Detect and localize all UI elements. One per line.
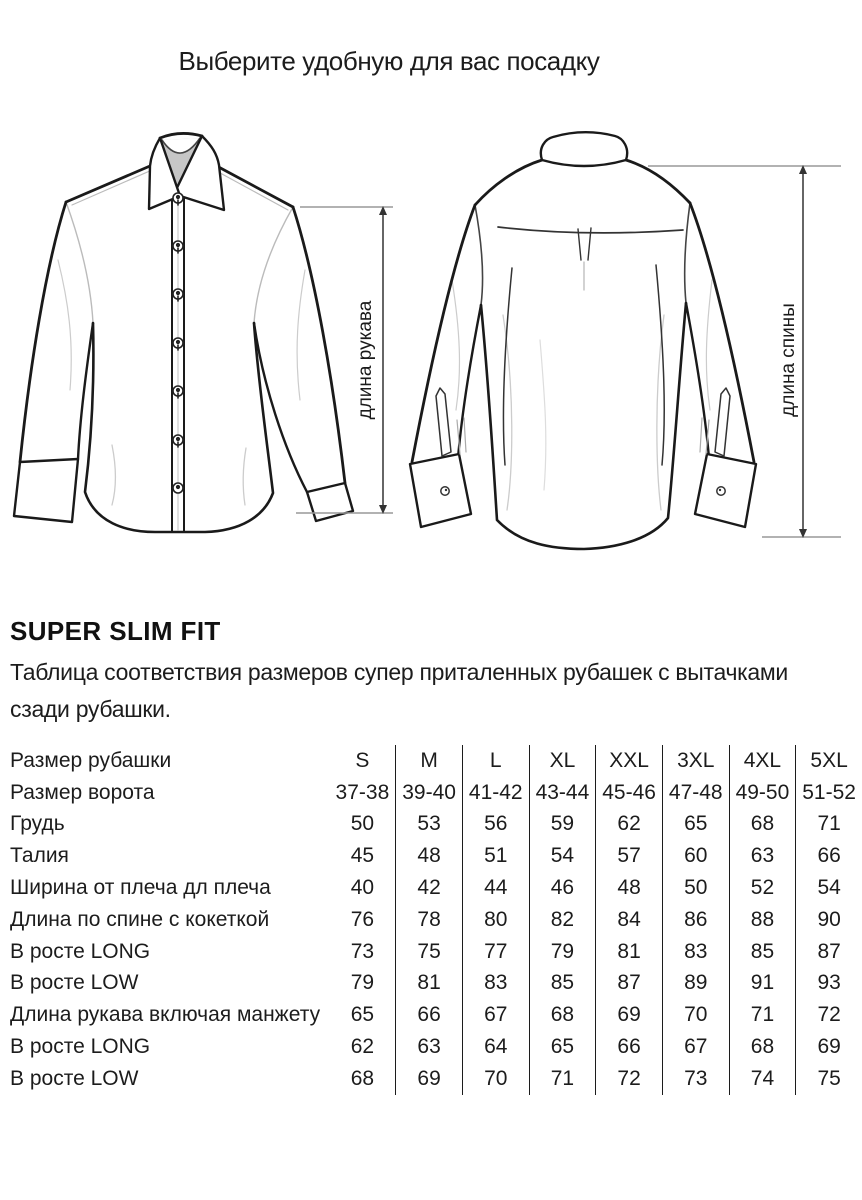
size-cell: 5XL xyxy=(795,745,862,777)
size-cell: M xyxy=(395,745,462,777)
front-left-cuff xyxy=(14,459,78,522)
size-cell: 70 xyxy=(662,999,729,1031)
row-label: В росте LOW xyxy=(10,1066,139,1090)
size-cell: 63 xyxy=(729,840,796,872)
size-cell: 72 xyxy=(795,999,862,1031)
row-label: Размер рубашки xyxy=(10,748,172,772)
size-cell: XXL xyxy=(595,745,662,777)
row-label: В росте LONG xyxy=(10,1035,151,1059)
size-cell: 3XL xyxy=(662,745,729,777)
size-cell: 41-42 xyxy=(462,777,529,809)
size-cell: 78 xyxy=(395,904,462,936)
table-row xyxy=(10,904,862,936)
size-cell: 73 xyxy=(350,939,375,963)
size-cell: 85 xyxy=(729,936,796,968)
size-cell: 42 xyxy=(395,872,462,904)
size-cell: 83 xyxy=(662,936,729,968)
size-cell: 47-48 xyxy=(662,777,729,809)
shirt-illustration xyxy=(0,110,862,600)
size-cell: 45 xyxy=(350,844,375,868)
row-label: Ширина от плеча дл плеча xyxy=(10,876,271,900)
row-label: Талия xyxy=(10,844,69,868)
size-cell: 37-38 xyxy=(335,780,390,804)
size-cell: 85 xyxy=(529,968,596,1000)
table-row xyxy=(10,936,862,968)
size-cell: 69 xyxy=(595,999,662,1031)
size-cell: 75 xyxy=(795,1063,862,1095)
size-cell: 49-50 xyxy=(729,777,796,809)
size-cell: 45-46 xyxy=(595,777,662,809)
size-cell: 83 xyxy=(462,968,529,1000)
table-row xyxy=(10,809,862,841)
fit-description xyxy=(10,654,822,728)
back-dart-left xyxy=(503,268,512,465)
fit-heading: SUPER SLIM FIT xyxy=(10,616,221,646)
size-cell: 79 xyxy=(529,936,596,968)
size-cell: 68 xyxy=(350,1066,375,1090)
row-label: В росте LOW xyxy=(10,971,139,995)
back-length-label: длина спины xyxy=(778,303,799,417)
size-cell: 4XL xyxy=(729,745,796,777)
table-row xyxy=(10,999,862,1031)
size-cell: 82 xyxy=(529,904,596,936)
size-cell: 67 xyxy=(662,1031,729,1063)
size-cell: 81 xyxy=(395,968,462,1000)
size-cell: 71 xyxy=(529,1063,596,1095)
size-cell: 66 xyxy=(795,840,862,872)
size-cell: XL xyxy=(529,745,596,777)
size-cell: 84 xyxy=(595,904,662,936)
size-cell: 87 xyxy=(595,968,662,1000)
page-title: Выберите удобную для вас посадку xyxy=(178,46,600,76)
size-cell: 76 xyxy=(350,907,375,931)
row-label: Длина рукава включая манжету xyxy=(10,1003,321,1027)
row-label: Длина по спине с кокеткой xyxy=(10,907,270,931)
size-cell: 79 xyxy=(350,971,375,995)
size-cell: 71 xyxy=(795,809,862,841)
size-cell: 59 xyxy=(529,809,596,841)
size-cell: 50 xyxy=(662,872,729,904)
front-right-cuff xyxy=(307,483,353,521)
size-cell: 68 xyxy=(529,999,596,1031)
table-row xyxy=(10,840,862,872)
size-cell: 44 xyxy=(462,872,529,904)
size-cell: 81 xyxy=(595,936,662,968)
size-cell: 72 xyxy=(595,1063,662,1095)
table-row xyxy=(10,872,862,904)
size-cell: 89 xyxy=(662,968,729,1000)
row-label: Грудь xyxy=(10,812,65,836)
size-cell: 77 xyxy=(462,936,529,968)
size-cell: 67 xyxy=(462,999,529,1031)
size-cell: 70 xyxy=(462,1063,529,1095)
size-cell: 48 xyxy=(595,872,662,904)
size-cell: 56 xyxy=(462,809,529,841)
size-cell: 54 xyxy=(529,840,596,872)
fit-description-line1: Таблица соответствия размеров супер приталенных рубашек с вытачками xyxy=(10,659,788,685)
table-row xyxy=(10,777,862,809)
shirt-back-illustration xyxy=(410,132,756,549)
size-cell: 53 xyxy=(395,809,462,841)
size-cell: 51-52 xyxy=(795,777,862,809)
size-cell: 80 xyxy=(462,904,529,936)
size-cell: 57 xyxy=(595,840,662,872)
size-cell: 62 xyxy=(350,1035,375,1059)
size-cell: 69 xyxy=(795,1031,862,1063)
size-cell: 65 xyxy=(529,1031,596,1063)
back-right-sleeve-placket xyxy=(715,388,730,456)
size-cell: 88 xyxy=(729,904,796,936)
size-cell: 62 xyxy=(595,809,662,841)
size-cell: 65 xyxy=(662,809,729,841)
size-cell: 64 xyxy=(462,1031,529,1063)
size-cell: 86 xyxy=(662,904,729,936)
fit-description-line2: сзади рубашки. xyxy=(10,696,171,722)
size-cell: 63 xyxy=(395,1031,462,1063)
size-cell: 75 xyxy=(395,936,462,968)
size-cell: 90 xyxy=(795,904,862,936)
size-cell: 66 xyxy=(595,1031,662,1063)
size-cell: 46 xyxy=(529,872,596,904)
size-cell: 66 xyxy=(395,999,462,1031)
row-label: В росте LONG xyxy=(10,939,151,963)
size-cell: 93 xyxy=(795,968,862,1000)
table-row xyxy=(10,1031,862,1063)
size-cell: 73 xyxy=(662,1063,729,1095)
table-row xyxy=(10,1063,862,1095)
size-cell: 54 xyxy=(795,872,862,904)
shirt-front-illustration xyxy=(14,133,353,532)
size-table xyxy=(10,745,862,1095)
size-cell: 68 xyxy=(729,809,796,841)
sleeve-length-label: длина рукава xyxy=(355,300,376,420)
size-cell: 60 xyxy=(662,840,729,872)
size-cell: 48 xyxy=(395,840,462,872)
size-cell: 74 xyxy=(729,1063,796,1095)
back-collar-stand xyxy=(541,132,627,166)
back-left-sleeve-placket xyxy=(436,388,451,456)
size-cell: 40 xyxy=(350,876,375,900)
size-cell: 91 xyxy=(729,968,796,1000)
table-row xyxy=(10,968,862,1000)
size-cell: 43-44 xyxy=(529,777,596,809)
size-cell: 69 xyxy=(395,1063,462,1095)
table-row xyxy=(10,745,862,777)
size-cell: 71 xyxy=(729,999,796,1031)
size-cell: 65 xyxy=(350,1003,375,1027)
row-label: Размер ворота xyxy=(10,780,155,804)
size-cell: L xyxy=(462,745,529,777)
size-cell: S xyxy=(355,748,370,772)
size-cell: 50 xyxy=(350,812,375,836)
size-cell: 87 xyxy=(795,936,862,968)
size-cell: 52 xyxy=(729,872,796,904)
size-cell: 51 xyxy=(462,840,529,872)
size-cell: 68 xyxy=(729,1031,796,1063)
size-cell: 39-40 xyxy=(395,777,462,809)
